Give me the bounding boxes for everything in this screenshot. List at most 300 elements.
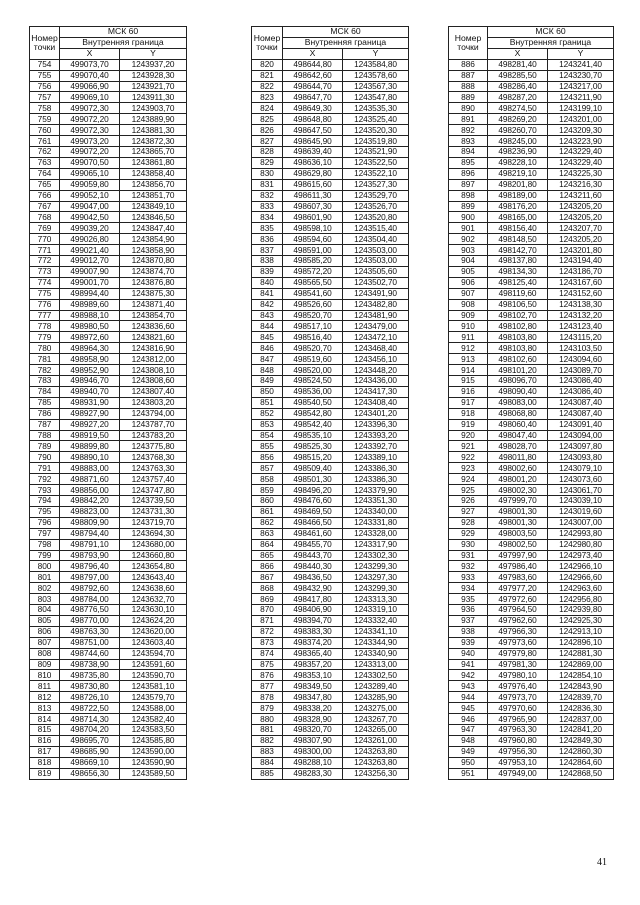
y-cell: 1243638,60 (120, 583, 187, 594)
y-cell: 1243256,30 (343, 768, 409, 779)
y-cell: 1243519,80 (343, 136, 409, 147)
point-number-cell: 810 (30, 670, 60, 681)
point-number-cell: 911 (449, 332, 488, 343)
table-row (449, 550, 614, 561)
x-cell: 498726,10 (60, 692, 120, 703)
y-cell: 1243061,70 (548, 485, 614, 496)
y-cell: 1243241,40 (548, 59, 614, 70)
x-cell: 499021,40 (60, 245, 120, 256)
table-row (30, 419, 187, 430)
y-cell: 1243351,30 (343, 495, 409, 506)
y-cell: 1243263,80 (343, 757, 409, 768)
point-number-cell: 822 (252, 81, 283, 92)
coordinates-table-3 (448, 26, 614, 780)
x-cell: 498647,50 (283, 125, 343, 136)
y-cell: 1243201,80 (548, 245, 614, 256)
x-cell: 498648,80 (283, 114, 343, 125)
y-cell: 1243230,70 (548, 70, 614, 81)
table-row (252, 168, 409, 179)
x-cell: 498119,60 (488, 288, 548, 299)
point-number-cell: 893 (449, 136, 488, 147)
table-row (252, 605, 409, 616)
x-cell: 498520,70 (283, 310, 343, 321)
point-number-cell: 881 (252, 725, 283, 736)
table-row (449, 81, 614, 92)
x-cell: 498540,50 (283, 397, 343, 408)
y-cell: 1243821,60 (120, 332, 187, 343)
x-cell: 498101,20 (488, 365, 548, 376)
y-cell: 1242864,60 (548, 757, 614, 768)
point-number-cell: 897 (449, 179, 488, 190)
x-cell: 498542,80 (283, 408, 343, 419)
x-cell: 499072,30 (60, 125, 120, 136)
x-cell: 497983,60 (488, 572, 548, 583)
x-cell: 498417,80 (283, 594, 343, 605)
x-cell: 498656,30 (60, 768, 120, 779)
point-number-cell: 770 (30, 234, 60, 245)
table-row (252, 354, 409, 365)
y-cell: 1243871,40 (120, 299, 187, 310)
y-cell: 1243229,40 (548, 146, 614, 157)
point-number-cell: 789 (30, 441, 60, 452)
x-cell: 498940,70 (60, 386, 120, 397)
point-number-cell: 815 (30, 725, 60, 736)
table-row (30, 735, 187, 746)
point-number-cell: 942 (449, 670, 488, 681)
y-cell: 1243590,70 (120, 670, 187, 681)
y-cell: 1243816,90 (120, 343, 187, 354)
point-number-cell: 806 (30, 626, 60, 637)
point-number-cell: 761 (30, 136, 60, 147)
point-number-cell: 782 (30, 365, 60, 376)
y-cell: 1243094,00 (548, 430, 614, 441)
point-number-cell: 756 (30, 81, 60, 92)
x-cell: 498288,10 (283, 757, 343, 768)
table-row (30, 190, 187, 201)
point-number-cell: 805 (30, 615, 60, 626)
y-cell: 1243911,30 (120, 92, 187, 103)
point-number-cell: 825 (252, 114, 283, 125)
y-header: Y (120, 48, 187, 59)
table-row (30, 692, 187, 703)
x-cell: 499059,80 (60, 179, 120, 190)
y-cell: 1243620,00 (120, 626, 187, 637)
x-cell: 498347,80 (283, 692, 343, 703)
x-cell: 498735,80 (60, 670, 120, 681)
point-number-cell: 808 (30, 648, 60, 659)
table-row (449, 310, 614, 321)
x-cell: 499042,50 (60, 212, 120, 223)
table-row (449, 430, 614, 441)
y-cell: 1243768,30 (120, 452, 187, 463)
y-cell: 1243344,90 (343, 637, 409, 648)
x-cell: 498476,60 (283, 495, 343, 506)
y-cell: 1243115,20 (548, 332, 614, 343)
table-row (449, 288, 614, 299)
x-cell: 497976,40 (488, 681, 548, 692)
y-cell: 1243229,40 (548, 157, 614, 168)
point-number-cell: 901 (449, 223, 488, 234)
table-row (30, 561, 187, 572)
x-cell: 498639,40 (283, 146, 343, 157)
y-cell: 1243854,70 (120, 310, 187, 321)
x-cell: 498106,50 (488, 299, 548, 310)
table-row (30, 354, 187, 365)
y-cell: 1243223,90 (548, 136, 614, 147)
table-row (449, 157, 614, 168)
point-number-cell: 820 (252, 59, 283, 70)
x-cell: 498103,80 (488, 332, 548, 343)
point-number-cell: 754 (30, 59, 60, 70)
y-cell: 1243417,30 (343, 386, 409, 397)
x-cell: 498994,40 (60, 288, 120, 299)
point-number-cell: 809 (30, 659, 60, 670)
point-number-header: Номер точки (449, 27, 488, 60)
x-cell: 498501,30 (283, 474, 343, 485)
y-cell: 1243297,30 (343, 572, 409, 583)
table-row (449, 517, 614, 528)
y-cell: 1243132,20 (548, 310, 614, 321)
y-cell: 1243808,10 (120, 365, 187, 376)
y-cell: 1243103,50 (548, 343, 614, 354)
table-row (449, 605, 614, 616)
point-number-cell: 920 (449, 430, 488, 441)
y-cell: 1243097,80 (548, 441, 614, 452)
table-row (252, 343, 409, 354)
table-row (252, 157, 409, 168)
y-cell: 1243881,30 (120, 125, 187, 136)
point-number-cell: 827 (252, 136, 283, 147)
point-number-cell: 764 (30, 168, 60, 179)
x-cell: 498685,90 (60, 746, 120, 757)
table-row (252, 146, 409, 157)
y-cell: 1243903,70 (120, 103, 187, 114)
y-cell: 1243211,90 (548, 92, 614, 103)
y-cell: 1243921,70 (120, 81, 187, 92)
x-cell: 498964,30 (60, 343, 120, 354)
y-cell: 1243585,80 (120, 735, 187, 746)
point-number-cell: 780 (30, 343, 60, 354)
point-number-cell: 833 (252, 201, 283, 212)
coordinates-table-2 (251, 26, 409, 780)
y-cell: 1243207,70 (548, 223, 614, 234)
y-cell: 1243340,90 (343, 648, 409, 659)
table-row (449, 179, 614, 190)
y-cell: 1243211,60 (548, 190, 614, 201)
x-cell: 498883,00 (60, 463, 120, 474)
point-number-cell: 790 (30, 452, 60, 463)
y-cell: 1243527,30 (343, 179, 409, 190)
y-cell: 1243525,40 (343, 114, 409, 125)
table-row (449, 659, 614, 670)
x-cell: 498931,90 (60, 397, 120, 408)
table-row (30, 681, 187, 692)
table-row (449, 485, 614, 496)
table-row (30, 485, 187, 496)
point-number-cell: 939 (449, 637, 488, 648)
point-number-cell: 868 (252, 583, 283, 594)
x-cell: 498519,60 (283, 354, 343, 365)
y-cell: 1243472,10 (343, 332, 409, 343)
table-row (252, 299, 409, 310)
table-row (252, 550, 409, 561)
table-row (30, 626, 187, 637)
x-cell: 498201,80 (488, 179, 548, 190)
point-number-cell: 838 (252, 256, 283, 267)
x-cell: 498047,40 (488, 430, 548, 441)
x-cell: 498102,70 (488, 310, 548, 321)
x-cell: 498103,80 (488, 343, 548, 354)
table-row (449, 190, 614, 201)
coordinates-table-1 (29, 26, 187, 780)
y-cell: 1243328,00 (343, 528, 409, 539)
y-header: Y (548, 48, 614, 59)
y-cell: 1243739,50 (120, 495, 187, 506)
x-cell: 498791,10 (60, 539, 120, 550)
x-cell: 499039,20 (60, 223, 120, 234)
y-cell: 1243289,40 (343, 681, 409, 692)
y-cell: 1243393,20 (343, 430, 409, 441)
y-header: Y (343, 48, 409, 59)
table-row (252, 376, 409, 387)
x-cell: 498669,10 (60, 757, 120, 768)
y-cell: 1243812,00 (120, 354, 187, 365)
point-number-cell: 894 (449, 146, 488, 157)
y-cell: 1243340,00 (343, 506, 409, 517)
table-row (449, 386, 614, 397)
point-number-cell: 885 (252, 768, 283, 779)
y-cell: 1242973,40 (548, 550, 614, 561)
border-header: Внутренняя граница (283, 37, 409, 48)
x-cell: 498572,20 (283, 266, 343, 277)
x-cell: 498856,00 (60, 485, 120, 496)
x-cell: 498219,10 (488, 168, 548, 179)
x-cell: 498517,10 (283, 321, 343, 332)
point-number-cell: 886 (449, 59, 488, 70)
table-row (30, 212, 187, 223)
y-cell: 1243763,30 (120, 463, 187, 474)
point-number-cell: 861 (252, 506, 283, 517)
table-row (449, 615, 614, 626)
table-row (252, 681, 409, 692)
y-cell: 1243039,10 (548, 495, 614, 506)
point-number-cell: 830 (252, 168, 283, 179)
table-row (449, 223, 614, 234)
point-number-cell: 784 (30, 386, 60, 397)
x-cell: 499072,30 (60, 103, 120, 114)
y-cell: 1243590,90 (120, 757, 187, 768)
table-row (30, 768, 187, 779)
y-cell: 1243503,00 (343, 256, 409, 267)
x-cell: 498461,60 (283, 528, 343, 539)
point-number-cell: 812 (30, 692, 60, 703)
y-cell: 1243547,80 (343, 92, 409, 103)
x-cell: 498890,10 (60, 452, 120, 463)
table-row (30, 463, 187, 474)
table-row (449, 670, 614, 681)
x-cell: 498535,10 (283, 430, 343, 441)
x-cell: 498565,50 (283, 277, 343, 288)
point-number-cell: 871 (252, 615, 283, 626)
point-number-cell: 842 (252, 299, 283, 310)
table-row (449, 648, 614, 659)
x-cell: 498784,00 (60, 594, 120, 605)
table-row (252, 517, 409, 528)
table-row (449, 365, 614, 376)
y-cell: 1243225,30 (548, 168, 614, 179)
table-row (252, 768, 409, 779)
table-row (252, 179, 409, 190)
table-row (30, 474, 187, 485)
y-cell: 1243194,40 (548, 256, 614, 267)
table-row (252, 103, 409, 114)
table-row (449, 419, 614, 430)
point-number-cell: 892 (449, 125, 488, 136)
point-number-cell: 921 (449, 441, 488, 452)
y-cell: 1243386,30 (343, 474, 409, 485)
table-row (449, 506, 614, 517)
table-row (252, 386, 409, 397)
x-cell: 498357,20 (283, 659, 343, 670)
y-cell: 1243567,30 (343, 81, 409, 92)
table-row (449, 441, 614, 452)
y-cell: 1242966,10 (548, 561, 614, 572)
point-number-cell: 876 (252, 670, 283, 681)
point-number-cell: 857 (252, 463, 283, 474)
x-cell: 498001,20 (488, 474, 548, 485)
point-number-cell: 935 (449, 594, 488, 605)
y-cell: 1243870,80 (120, 256, 187, 267)
y-cell: 1243216,30 (548, 179, 614, 190)
x-cell: 498102,60 (488, 354, 548, 365)
y-cell: 1243091,40 (548, 419, 614, 430)
x-cell: 498443,70 (283, 550, 343, 561)
point-number-cell: 839 (252, 266, 283, 277)
point-number-cell: 863 (252, 528, 283, 539)
table-row (449, 583, 614, 594)
x-cell: 498001,30 (488, 517, 548, 528)
table-row (449, 495, 614, 506)
point-number-cell: 858 (252, 474, 283, 485)
point-number-cell: 943 (449, 681, 488, 692)
table-row (30, 517, 187, 528)
y-cell: 1243201,00 (548, 114, 614, 125)
table-row (449, 114, 614, 125)
point-number-cell: 845 (252, 332, 283, 343)
point-number-cell: 882 (252, 735, 283, 746)
table-row (252, 572, 409, 583)
point-number-cell: 866 (252, 561, 283, 572)
x-cell: 498794,40 (60, 528, 120, 539)
y-cell: 1243379,90 (343, 485, 409, 496)
point-number-cell: 947 (449, 725, 488, 736)
table-row (30, 266, 187, 277)
x-cell: 498644,80 (283, 59, 343, 70)
y-cell: 1242925,30 (548, 615, 614, 626)
page-number: 41 (597, 857, 607, 868)
y-cell: 1243875,30 (120, 288, 187, 299)
x-cell: 497986,40 (488, 561, 548, 572)
x-cell: 498090,40 (488, 386, 548, 397)
x-cell: 498927,90 (60, 408, 120, 419)
y-cell: 1243267,70 (343, 714, 409, 725)
x-cell: 498594,60 (283, 234, 343, 245)
table-row (30, 343, 187, 354)
y-cell: 1243389,10 (343, 452, 409, 463)
point-number-cell: 944 (449, 692, 488, 703)
table-row (449, 59, 614, 70)
point-number-cell: 776 (30, 299, 60, 310)
y-cell: 1242843,90 (548, 681, 614, 692)
y-cell: 1242980,80 (548, 539, 614, 550)
point-number-cell: 945 (449, 703, 488, 714)
y-cell: 1242896,10 (548, 637, 614, 648)
point-number-cell: 834 (252, 212, 283, 223)
point-number-header: Номер точки (252, 27, 283, 60)
table-row (252, 583, 409, 594)
table-row (449, 343, 614, 354)
table-row (449, 201, 614, 212)
x-cell: 498763,30 (60, 626, 120, 637)
x-cell: 498520,00 (283, 365, 343, 376)
table-row (30, 703, 187, 714)
table-row (30, 277, 187, 288)
table-row (449, 321, 614, 332)
point-number-cell: 949 (449, 746, 488, 757)
x-cell: 498644,70 (283, 81, 343, 92)
x-cell: 497970,60 (488, 703, 548, 714)
y-cell: 1242963,60 (548, 583, 614, 594)
x-cell: 498871,60 (60, 474, 120, 485)
point-number-cell: 864 (252, 539, 283, 550)
y-cell: 1243632,70 (120, 594, 187, 605)
point-number-cell: 867 (252, 572, 283, 583)
y-cell: 1243299,30 (343, 561, 409, 572)
point-number-cell: 755 (30, 70, 60, 81)
y-cell: 1242836,30 (548, 703, 614, 714)
point-number-header: Номер точки (30, 27, 60, 60)
table-row (449, 125, 614, 136)
y-cell: 1243757,40 (120, 474, 187, 485)
point-number-cell: 801 (30, 572, 60, 583)
point-number-cell: 856 (252, 452, 283, 463)
table-row (30, 288, 187, 299)
y-cell: 1243332,40 (343, 615, 409, 626)
point-number-cell: 781 (30, 354, 60, 365)
point-number-cell: 908 (449, 299, 488, 310)
point-number-cell: 862 (252, 517, 283, 528)
y-cell: 1243836,60 (120, 321, 187, 332)
x-cell: 498636,10 (283, 157, 343, 168)
y-cell: 1243578,60 (343, 70, 409, 81)
table-row (30, 332, 187, 343)
x-cell: 498125,40 (488, 277, 548, 288)
point-number-cell: 816 (30, 735, 60, 746)
point-number-cell: 763 (30, 157, 60, 168)
point-number-cell: 936 (449, 605, 488, 616)
point-number-cell: 832 (252, 190, 283, 201)
y-cell: 1243928,30 (120, 70, 187, 81)
y-cell: 1243086,40 (548, 386, 614, 397)
point-number-cell: 795 (30, 506, 60, 517)
point-number-cell: 909 (449, 310, 488, 321)
x-cell: 499001,70 (60, 277, 120, 288)
point-number-cell: 855 (252, 441, 283, 452)
y-cell: 1243093,80 (548, 452, 614, 463)
x-cell: 498972,60 (60, 332, 120, 343)
table-row (252, 430, 409, 441)
table-row (449, 637, 614, 648)
